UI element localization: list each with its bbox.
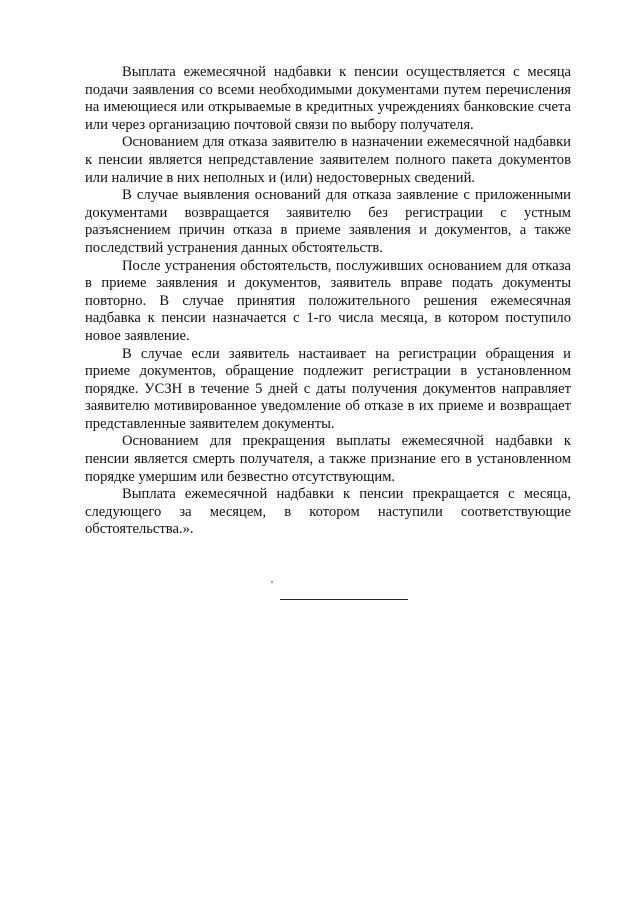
paragraph-refusal-grounds: Основанием для отказа заявителю в назначении ежемесячной надбавки к пенсии является непредставление заявителем полного пакета документов или наличие в них неполных и (или) недостоверных сведений.	[85, 134, 571, 186]
end-of-text-rule	[280, 599, 408, 600]
paragraph-termination-date: Выплата ежемесячной надбавки к пенсии прекращается с месяца, следующего за месяцем, в котором наступили соответствующие обстоятельства.».	[85, 486, 571, 538]
paragraph-payment-start: Выплата ежемесячной надбавки к пенсии осуществляется с месяца подачи заявления со всеми необходимыми документами путем перечисления на имеющиеся или открываемые в кредитных учреждениях банковские счета или через организацию почтовой связи по выбору получателя.	[85, 64, 571, 133]
document-body	[85, 64, 571, 539]
paragraph-registration-insisted: В случае если заявитель настаивает на регистрации обращения и приеме документов, обращение подлежит регистрации в установленном порядке. УСЗН в течение 5 дней с даты получения документов направляет заявителю мотивированное уведомление об отказе в их приеме и возвращает представленные заявителем документы.	[85, 345, 571, 432]
paragraph-resubmission: После устранения обстоятельств, послуживших основанием для отказа в приеме заявления и документов, заявитель вправе подать документы повторно. В случае принятия положительного решения ежемесячная надбавка к пенсии назначается с 1-го числа месяца, в котором поступило новое заявление.	[85, 257, 571, 344]
paragraph-termination-grounds: Основанием для прекращения выплаты ежемесячной надбавки к пенсии является смерть получателя, а также признание его в установленном порядке умершим или безвестно отсутствующим.	[85, 433, 571, 485]
paragraph-documents-returned: В случае выявления оснований для отказа заявление с приложенными документами возвращается заявителю без регистрации с устным разъяснением причин отказа в приеме заявления и документов, а также последствий устранения данных обстоятельств.	[85, 187, 571, 256]
scan-speck	[271, 581, 273, 583]
